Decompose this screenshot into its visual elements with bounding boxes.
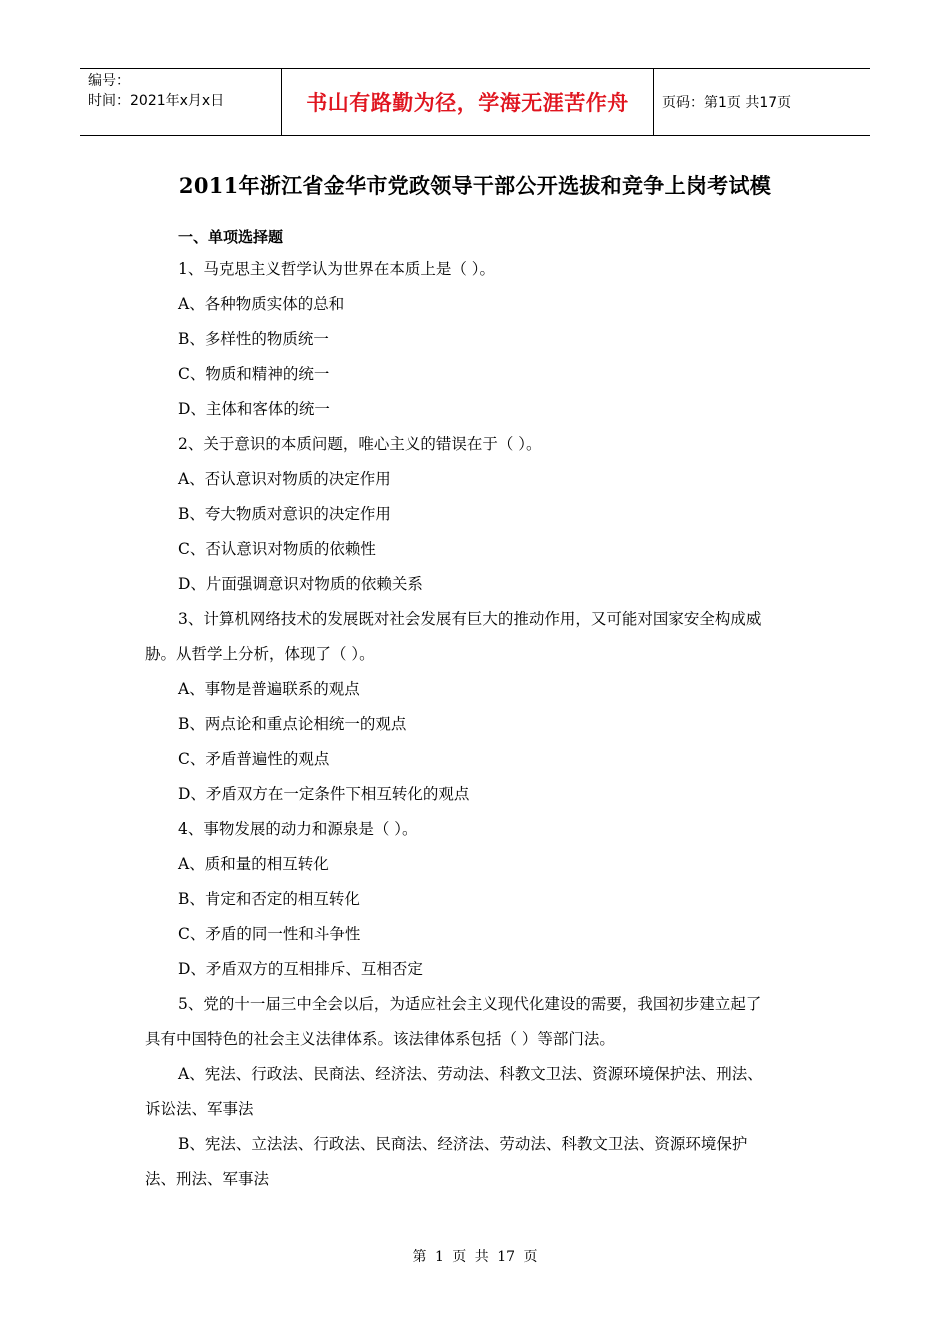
question-5-option-b-line-2: 法、刑法、军事法: [145, 1170, 270, 1188]
question-1-option-d: D、主体和客体的统一: [178, 400, 330, 418]
document-body: [145, 222, 825, 1197]
question-3-option-a: A、事物是普遍联系的观点: [178, 680, 360, 698]
question-1-option-b: B、多样性的物质统一: [178, 330, 329, 348]
header-motto: 书山有路勤为径，学海无涯苦作舟: [282, 69, 654, 135]
question-4-option-b: B、肯定和否定的相互转化: [178, 890, 360, 908]
section-heading: 一、单项选择题: [178, 228, 284, 246]
number-label: 编号：: [88, 73, 130, 89]
question-3-stem-line-2: 胁。从哲学上分析，体现了（ ）。: [145, 645, 375, 663]
header-meta: [80, 69, 282, 135]
question-1-option-c: C、物质和精神的统一: [178, 365, 330, 383]
question-1-stem: 1、马克思主义哲学认为世界在本质上是（ ）。: [178, 260, 496, 278]
question-4-option-d: D、矛盾双方的互相排斥、互相否定: [178, 960, 423, 978]
header-page-info: 页码：第1页 共17页: [662, 95, 792, 111]
question-2-stem: 2、关于意识的本质问题，唯心主义的错误在于（ ）。: [178, 435, 542, 453]
question-3-stem-line-1: 3、计算机网络技术的发展既对社会发展有巨大的推动作用，又可能对国家安全构成威: [178, 610, 762, 628]
question-5-option-a-line-1: A、宪法、行政法、民商法、经济法、劳动法、科教文卫法、资源环境保护法、刑法、: [178, 1065, 763, 1083]
document-header: [80, 68, 870, 136]
page-footer: 第 1 页 共 17 页: [412, 1249, 538, 1265]
question-2-option-d: D、片面强调意识对物质的依赖关系: [178, 575, 423, 593]
question-4-option-a: A、质和量的相互转化: [178, 855, 329, 873]
question-4-stem: 4、事物发展的动力和源泉是（ ）。: [178, 820, 418, 838]
question-3-option-b: B、两点论和重点论相统一的观点: [178, 715, 407, 733]
question-4-option-c: C、矛盾的同一性和斗争性: [178, 925, 361, 943]
document-title: 2011年浙江省金华市党政领导干部公开选拔和竞争上岗考试模: [178, 173, 772, 198]
question-5-stem-line-2: 具有中国特色的社会主义法律体系。该法律体系包括（ ）等部门法。: [145, 1030, 615, 1048]
question-3-option-d: D、矛盾双方在一定条件下相互转化的观点: [178, 785, 470, 803]
question-2-option-a: A、否认意识对物质的决定作用: [178, 470, 391, 488]
question-3-option-c: C、矛盾普遍性的观点: [178, 750, 330, 768]
question-5-stem-line-1: 5、党的十一届三中全会以后，为适应社会主义现代化建设的需要，我国初步建立起了: [178, 995, 762, 1013]
question-2-option-c: C、否认意识对物质的依赖性: [178, 540, 376, 558]
question-1-option-a: A、各种物质实体的总和: [178, 295, 345, 313]
question-5-option-a-line-2: 诉讼法、军事法: [145, 1100, 254, 1118]
question-5-option-b-line-1: B、宪法、立法法、行政法、民商法、经济法、劳动法、科教文卫法、资源环境保护: [178, 1135, 748, 1153]
question-2-option-b: B、夸大物质对意识的决定作用: [178, 505, 391, 523]
time-label: 时间：2021年x月x日: [88, 93, 225, 109]
